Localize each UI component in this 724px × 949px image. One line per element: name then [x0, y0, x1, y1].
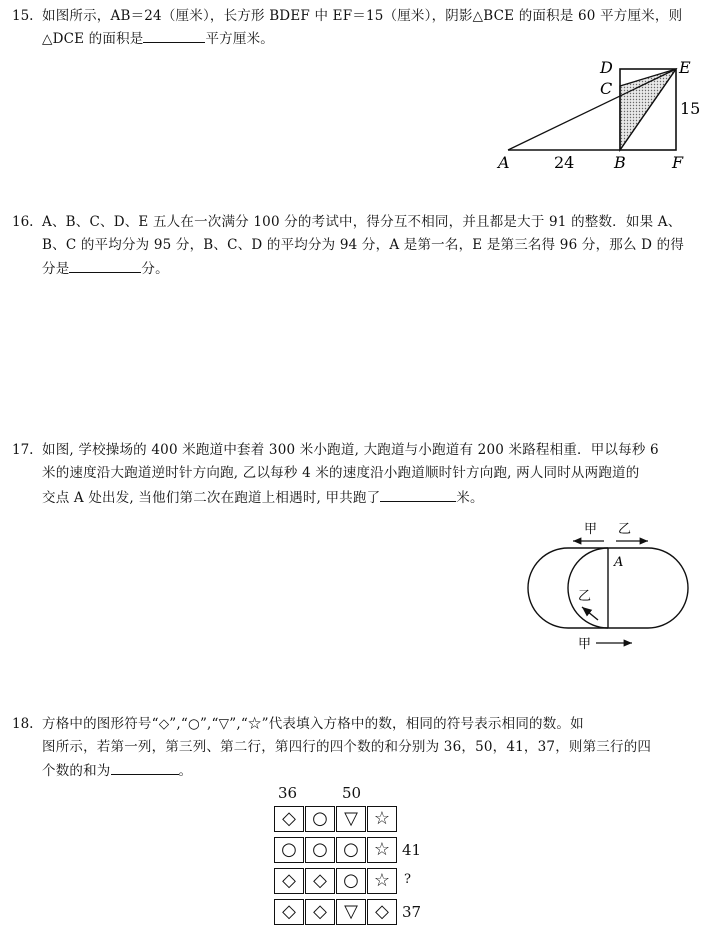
- label-d: D: [600, 58, 613, 77]
- figure-rectangle-triangle: [494, 56, 704, 174]
- question-text-line: 如图, 学校操场的 400 米跑道中套着 300 米小跑道, 大跑道与小跑道有 200 米路程相重．甲以每秒 6: [42, 442, 659, 458]
- question-number: 18.: [12, 716, 34, 732]
- grid-cell: ▽: [336, 899, 366, 925]
- question-text-line: [42, 487, 484, 508]
- label-b: B: [614, 153, 626, 172]
- question-text-line: A、B、C、D、E 五人在一次满分 100 分的考试中，得分互不相同，并且都是大于 91 的整数．如果 A、: [42, 214, 682, 230]
- label-jia-bottom: 甲: [578, 637, 592, 652]
- answer-blank[interactable]: [111, 760, 179, 775]
- question-text: 分。: [141, 261, 169, 277]
- question-text: △DCE 的面积是: [42, 31, 144, 47]
- question-text: 个数的和为: [42, 763, 111, 779]
- small-track: [568, 548, 608, 628]
- question-text-line: B、C 的平均分为 95 分，B、C、D 的平均分为 94 分，A 是第一名，E 是第三名得 96 分，那么 D 的得: [42, 237, 685, 253]
- grid-cell: ◇: [274, 868, 304, 894]
- grid-cell: ☆: [367, 837, 397, 863]
- row-sum-3: ?: [404, 872, 411, 887]
- grid-cell: ◇: [274, 806, 304, 832]
- grid-cell: ◇: [305, 868, 335, 894]
- grid-cell: ◇: [367, 899, 397, 925]
- question-text-line: [42, 760, 192, 781]
- label-yi-top: 乙: [618, 522, 632, 537]
- label-f: F: [672, 153, 684, 172]
- length-24: 24: [554, 153, 575, 172]
- question-text-line: [42, 258, 169, 279]
- question-text: 交点 A 处出发, 当他们第二次在跑道上相遇时, 甲共跑了: [42, 490, 381, 506]
- figure-running-tracks: [518, 512, 698, 654]
- label-jia-top: 甲: [584, 522, 598, 537]
- grid-cell: ☆: [367, 806, 397, 832]
- grid-cell: ◇: [274, 899, 304, 925]
- question-number: 15.: [12, 8, 34, 24]
- grid-cell: ○: [274, 837, 304, 863]
- question-text-line: [42, 28, 274, 49]
- arrow-yi-inner: [582, 607, 598, 620]
- label-a: A: [498, 153, 510, 172]
- column-sum-3: 50: [342, 784, 362, 802]
- grid-cell: ☆: [367, 868, 397, 894]
- question-text: 。: [178, 763, 193, 779]
- question-text-line: 图所示，若第一列，第三列、第二行，第四行的四个数的和分别为 36，50，41，37，则第三行的四: [42, 739, 652, 755]
- length-15: 15: [680, 99, 701, 118]
- label-c: C: [600, 79, 613, 98]
- question-text: 平方厘米。: [205, 31, 274, 47]
- question-text-line: 如图所示，AB＝24（厘米），长方形 BDEF 中 EF＝15（厘米），阴影△BCE 的面积是 60 平方厘米，则: [42, 8, 683, 24]
- column-sum-1: 36: [278, 784, 298, 802]
- question-text-line: 米的速度沿大跑道逆时针方向跑, 乙以每秒 4 米的速度沿小跑道顺时针方向跑, 两人同时从两跑道的: [42, 465, 640, 481]
- grid-cell: ▽: [336, 806, 366, 832]
- symbol-grid: [274, 784, 434, 934]
- question-text-line: 方格中的图形符号“◇”,“○”,“▽”,“☆”代表填入方格中的数，相同的符号表示相同的数。如: [42, 716, 584, 732]
- segment-ae: [508, 69, 676, 150]
- question-text: 米。: [456, 490, 484, 506]
- answer-blank[interactable]: [69, 258, 141, 273]
- grid-cell: ○: [336, 868, 366, 894]
- grid-cell: ○: [336, 837, 366, 863]
- answer-blank[interactable]: [380, 487, 456, 502]
- question-number: 17.: [12, 442, 34, 458]
- question-text: 分是: [42, 261, 70, 277]
- grid-cell: ◇: [305, 899, 335, 925]
- label-e: E: [679, 58, 691, 77]
- row-sum-2: 41: [402, 841, 422, 859]
- question-number: 16.: [12, 214, 34, 230]
- grid-cell: ○: [305, 837, 335, 863]
- label-a: A: [614, 555, 624, 570]
- grid-cell: ○: [305, 806, 335, 832]
- label-yi-inner: 乙: [578, 589, 592, 604]
- row-sum-4: 37: [402, 903, 422, 921]
- answer-blank[interactable]: [143, 28, 205, 43]
